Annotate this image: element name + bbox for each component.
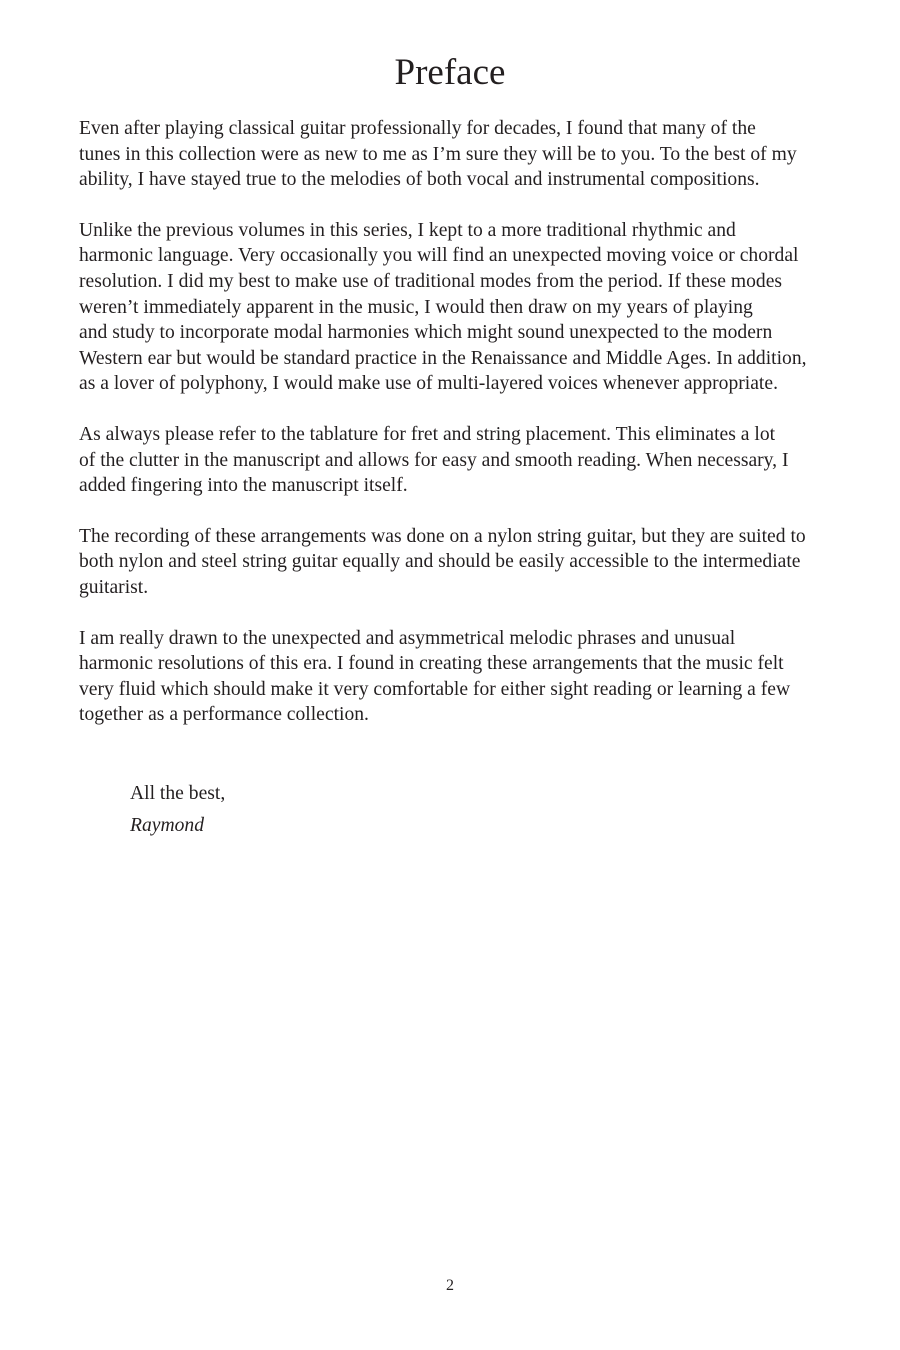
text-line: ability, I have stayed true to the melodies of both vocal and instrumental compositions. xyxy=(79,169,760,191)
text-line: of the clutter in the manuscript and allows for easy and smooth reading. When necessary, I xyxy=(79,449,789,471)
text-line: Unlike the previous volumes in this series, I kept to a more traditional rhythmic and xyxy=(79,219,736,241)
text-line: and study to incorporate modal harmonies which might sound unexpected to the modern xyxy=(79,322,773,344)
page-title: Preface xyxy=(394,52,506,93)
paragraph-3 xyxy=(79,422,829,499)
closing-salutation: All the best, xyxy=(130,783,226,804)
text-line: weren’t immediately apparent in the music, I would then draw on my years of playing xyxy=(79,296,753,318)
text-line: I am really drawn to the unexpected and asymmetrical melodic phrases and unusual xyxy=(79,627,736,649)
text-line: The recording of these arrangements was done on a nylon string guitar, but they are suited to xyxy=(79,525,806,547)
text-line: very fluid which should make it very comfortable for either sight reading or learning a few xyxy=(79,678,791,700)
text-line: Western ear but would be standard practice in the Renaissance and Middle Ages. In addition, xyxy=(79,347,807,369)
text-line: added fingering into the manuscript itself. xyxy=(79,475,408,497)
text-line: Even after playing classical guitar professionally for decades, I found that many of the xyxy=(79,118,756,139)
text-line: guitarist. xyxy=(79,576,149,598)
signature: Raymond xyxy=(130,815,205,836)
text-line: harmonic language. Very occasionally you will find an unexpected moving voice or chordal xyxy=(79,245,799,267)
text-line: harmonic resolutions of this era. I found in creating these arrangements that the music felt xyxy=(79,653,784,675)
paragraph-4 xyxy=(79,524,829,601)
paragraph-2 xyxy=(79,218,829,397)
paragraph-1 xyxy=(79,116,829,193)
text-line: resolution. I did my best to make use of traditional modes from the period. If these modes xyxy=(79,270,783,292)
page-number: 2 xyxy=(446,1277,454,1294)
closing-block xyxy=(130,778,225,842)
text-line: as a lover of polyphony, I would make use of multi-layered voices whenever appropriate. xyxy=(79,373,778,395)
text-line: both nylon and steel string guitar equally and should be easily accessible to the intermediate xyxy=(79,551,801,573)
text-line: As always please refer to the tablature for fret and string placement. This eliminates a lot xyxy=(79,423,776,445)
paragraph-5 xyxy=(79,626,829,728)
text-line: together as a performance collection. xyxy=(79,704,369,726)
text-line: tunes in this collection were as new to me as I’m sure they will be to you. To the best of my xyxy=(79,143,797,165)
preface-body xyxy=(79,116,829,753)
